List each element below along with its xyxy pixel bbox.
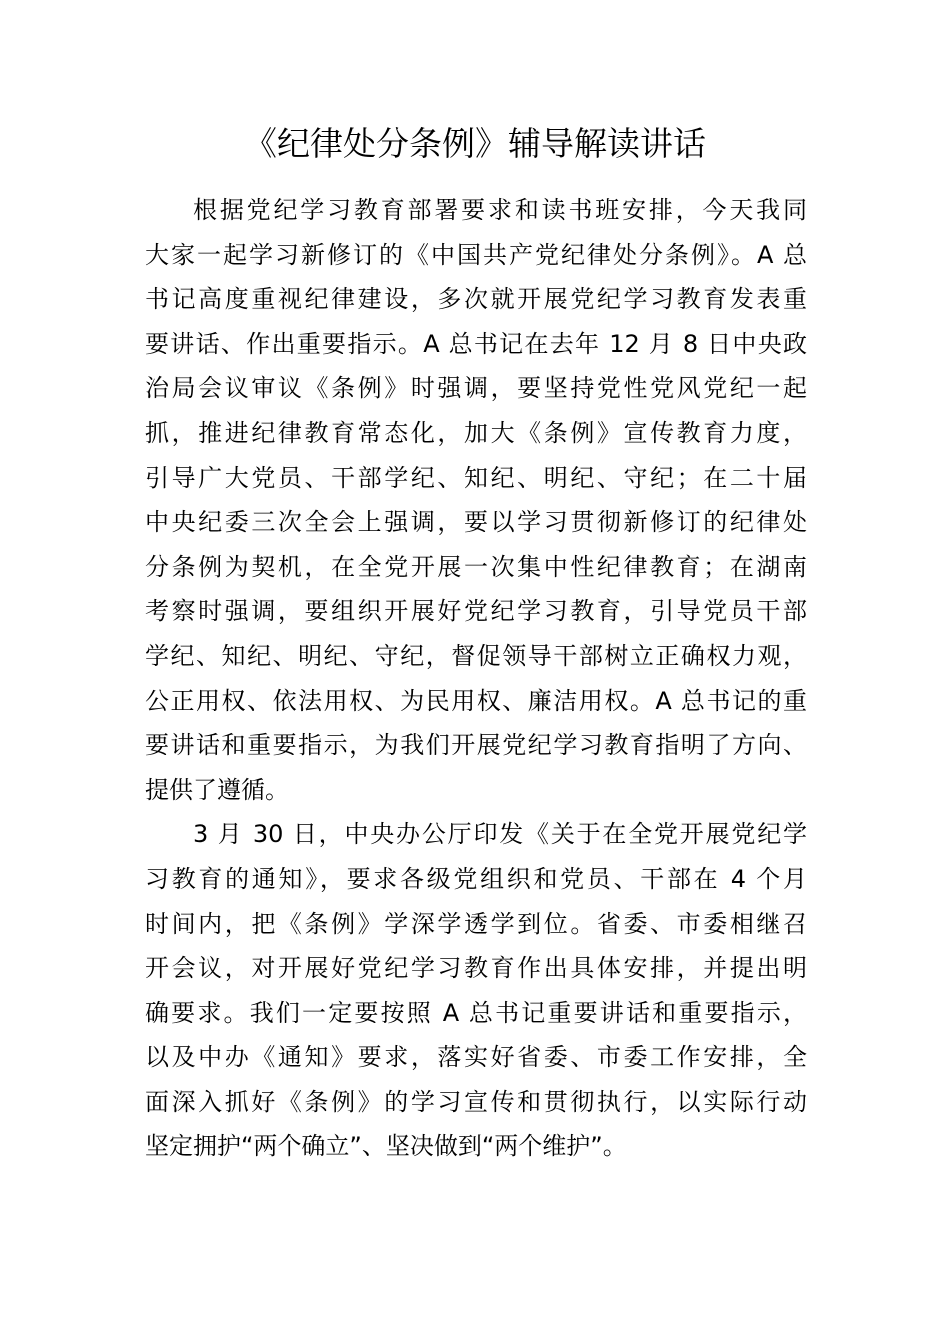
text-line: 坚定拥护“两个确立”、坚决做到“两个维护”。 <box>145 1132 627 1161</box>
document-body <box>145 188 807 1169</box>
text-line: 时间内，把《条例》学深学透学到位。省委、市委相继召 <box>145 909 807 938</box>
text-line: 分条例为契机，在全党开展一次集中性纪律教育；在湖南 <box>145 552 807 581</box>
document-title: 《纪律处分条例》辅导解读讲话 <box>244 124 706 163</box>
text-line: 面深入抓好《条例》的学习宣传和贯彻执行，以实际行动 <box>145 1087 807 1116</box>
text-line: 中央纪委三次全会上强调，要以学习贯彻新修订的纪律处 <box>145 508 807 537</box>
text-line: 确要求。我们一定要按照 A 总书记重要讲话和重要指示， <box>145 998 807 1027</box>
text-line: 要讲话、作出重要指示。A 总书记在去年 12 月 8 日中央政 <box>145 329 807 358</box>
text-line: 治局会议审议《条例》时强调，要坚持党性党风党纪一起 <box>145 374 807 403</box>
text-line: 习教育的通知》，要求各级党组织和党员、干部在 4 个月 <box>145 864 807 893</box>
text-line: 以及中办《通知》要求，落实好省委、市委工作安排，全 <box>145 1043 807 1072</box>
text-line: 考察时强调，要组织开展好党纪学习教育，引导党员干部 <box>145 597 807 626</box>
text-line: 书记高度重视纪律建设，多次就开展党纪学习教育发表重 <box>145 285 807 314</box>
text-line: 大家一起学习新修订的《中国共产党纪律处分条例》。A 总 <box>145 240 807 269</box>
text-line: 根据党纪学习教育部署要求和读书班安排，今天我同 <box>193 196 807 224</box>
text-line: 抓，推进纪律教育常态化，加大《条例》宣传教育力度， <box>145 418 807 447</box>
text-line: 开会议，对开展好党纪学习教育作出具体安排，并提出明 <box>145 954 807 983</box>
text-line: 要讲话和重要指示，为我们开展党纪学习教育指明了方向、 <box>145 731 807 760</box>
paragraph-1 <box>145 188 807 812</box>
text-line: 3 月 30 日，中央办公厅印发《关于在全党开展党纪学 <box>193 820 807 849</box>
text-line: 学纪、知纪、明纪、守纪，督促领导干部树立正确权力观， <box>145 641 807 670</box>
text-line: 引导广大党员、干部学纪、知纪、明纪、守纪；在二十届 <box>145 463 807 492</box>
text-line: 公正用权、依法用权、为民用权、廉洁用权。A 总书记的重 <box>145 686 807 715</box>
paragraph-2 <box>145 812 807 1169</box>
text-line: 提供了遵循。 <box>145 775 289 804</box>
